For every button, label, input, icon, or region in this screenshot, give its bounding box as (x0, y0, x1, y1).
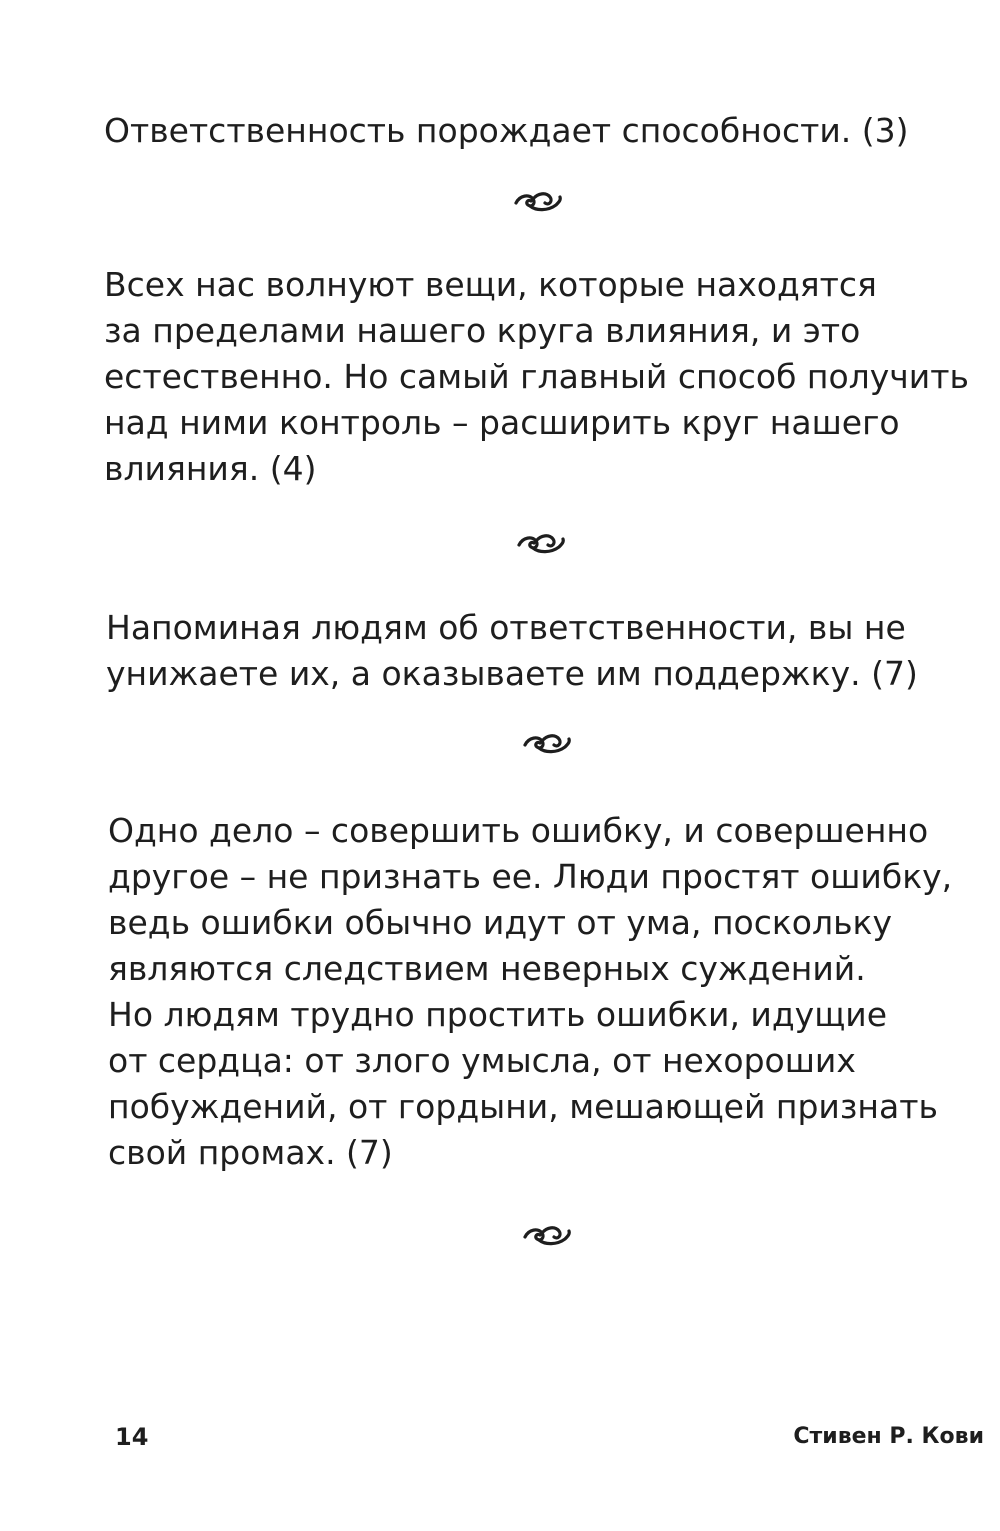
running-footer-author: Стивен Р. Кови (793, 1424, 984, 1449)
quote-line: за пределами нашего круга влияния, и это (104, 311, 861, 350)
quote-line: влияния. (4) (104, 449, 317, 488)
quote-line: Всех нас волнуют вещи, которые находятся (104, 265, 877, 304)
quote-mistakes (108, 808, 988, 1176)
quote-line: Одно дело – совершить ошибку, и совершенно (108, 811, 929, 850)
quote-line: над ними контроль – расширить круг нашего (104, 403, 900, 442)
quote-line: ведь ошибки обычно идут от ума, поскольку (108, 903, 892, 942)
quote-reminding-responsibility (106, 605, 986, 697)
quote-line: свой промах. (7) (108, 1133, 393, 1172)
flourish-divider-icon (521, 730, 573, 756)
quote-line: являются следствием неверных суждений. (108, 949, 866, 988)
flourish-divider-icon (521, 1222, 573, 1248)
quote-line: Но людям трудно простить ошибки, идущие (108, 995, 888, 1034)
quote-line: унижаете их, а оказываете им поддержку. (7) (106, 654, 918, 693)
quote-line: другое – не признать ее. Люди простят ошибку, (108, 857, 953, 896)
flourish-divider-icon (515, 530, 567, 556)
flourish-divider-icon (512, 188, 564, 214)
quote-line: естественно. Но самый главный способ получить (104, 357, 969, 396)
quote-line: от сердца: от злого умысла, от нехороших (108, 1041, 856, 1080)
quote-line: побуждений, от гордыни, мешающей признать (108, 1087, 938, 1126)
page-number: 14 (115, 1423, 149, 1451)
quote-circle-of-influence (104, 262, 984, 492)
quote-responsibility-abilities (104, 108, 984, 154)
quote-line: Ответственность порождает способности. (3) (104, 111, 909, 150)
quote-line: Напоминая людям об ответственности, вы не (106, 608, 906, 647)
